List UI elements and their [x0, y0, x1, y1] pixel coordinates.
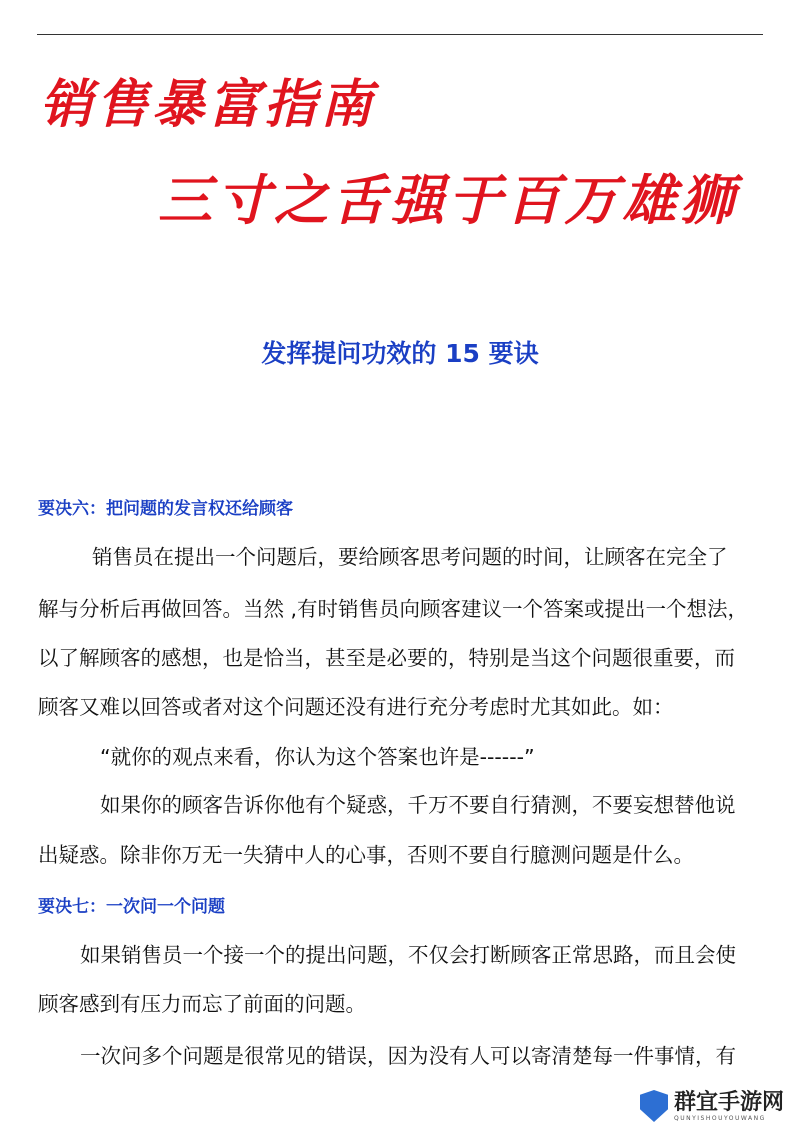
quote-line: “就你的观点来看，你认为这个答案也许是------”	[100, 745, 535, 769]
watermark-name: 群宜手游网	[674, 1089, 785, 1115]
section-heading: 要决六：把问题的发言权还给顾客	[38, 499, 293, 519]
paragraph-line: 如果销售员一个接一个的提出问题，不仅会打断顾客正常思路，而且会使	[80, 943, 736, 967]
watermark-pinyin: QUNYISHOUYOUWANG	[674, 1114, 766, 1122]
shield-logo-icon	[640, 1090, 668, 1122]
paragraph-line: 销售员在提出一个问题后，要给顾客思考问题的时间，让顾客在完全了	[92, 545, 728, 569]
paragraph-line: 顾客感到有压力而忘了前面的问题。	[38, 992, 366, 1016]
paragraph-line: 出疑惑。除非你万无一失猜中人的心事，否则不要自行臆测问题是什么。	[38, 843, 694, 867]
subtitle: 发挥提问功效的 15 要诀	[261, 339, 539, 368]
paragraph-line: 顾客又难以回答或者对这个问题还没有进行充分考虑时尤其如此。如：	[38, 695, 674, 719]
top-rule	[37, 34, 763, 35]
paragraph-line: 一次问多个问题是很常见的错误，因为没有人可以寄清楚每一件事情，有	[80, 1044, 736, 1068]
paragraph-line: 如果你的顾客告诉你他有个疑惑，千万不要自行猜测，不要妄想替他说	[100, 793, 736, 817]
section-heading: 要决七：一次问一个问题	[38, 897, 225, 917]
paragraph-line: 以了解顾客的感想，也是恰当，甚至是必要的，特别是当这个问题很重要，而	[38, 646, 735, 670]
title-line-2: 三寸之舌强于百万雄狮	[158, 168, 738, 232]
paragraph-line: 解与分析后再做回答。当然 ,有时销售员向顾客建议一个答案或提出一个想法，	[38, 597, 749, 621]
title-line-1: 销售暴富指南	[40, 74, 377, 135]
watermark	[640, 1090, 784, 1122]
